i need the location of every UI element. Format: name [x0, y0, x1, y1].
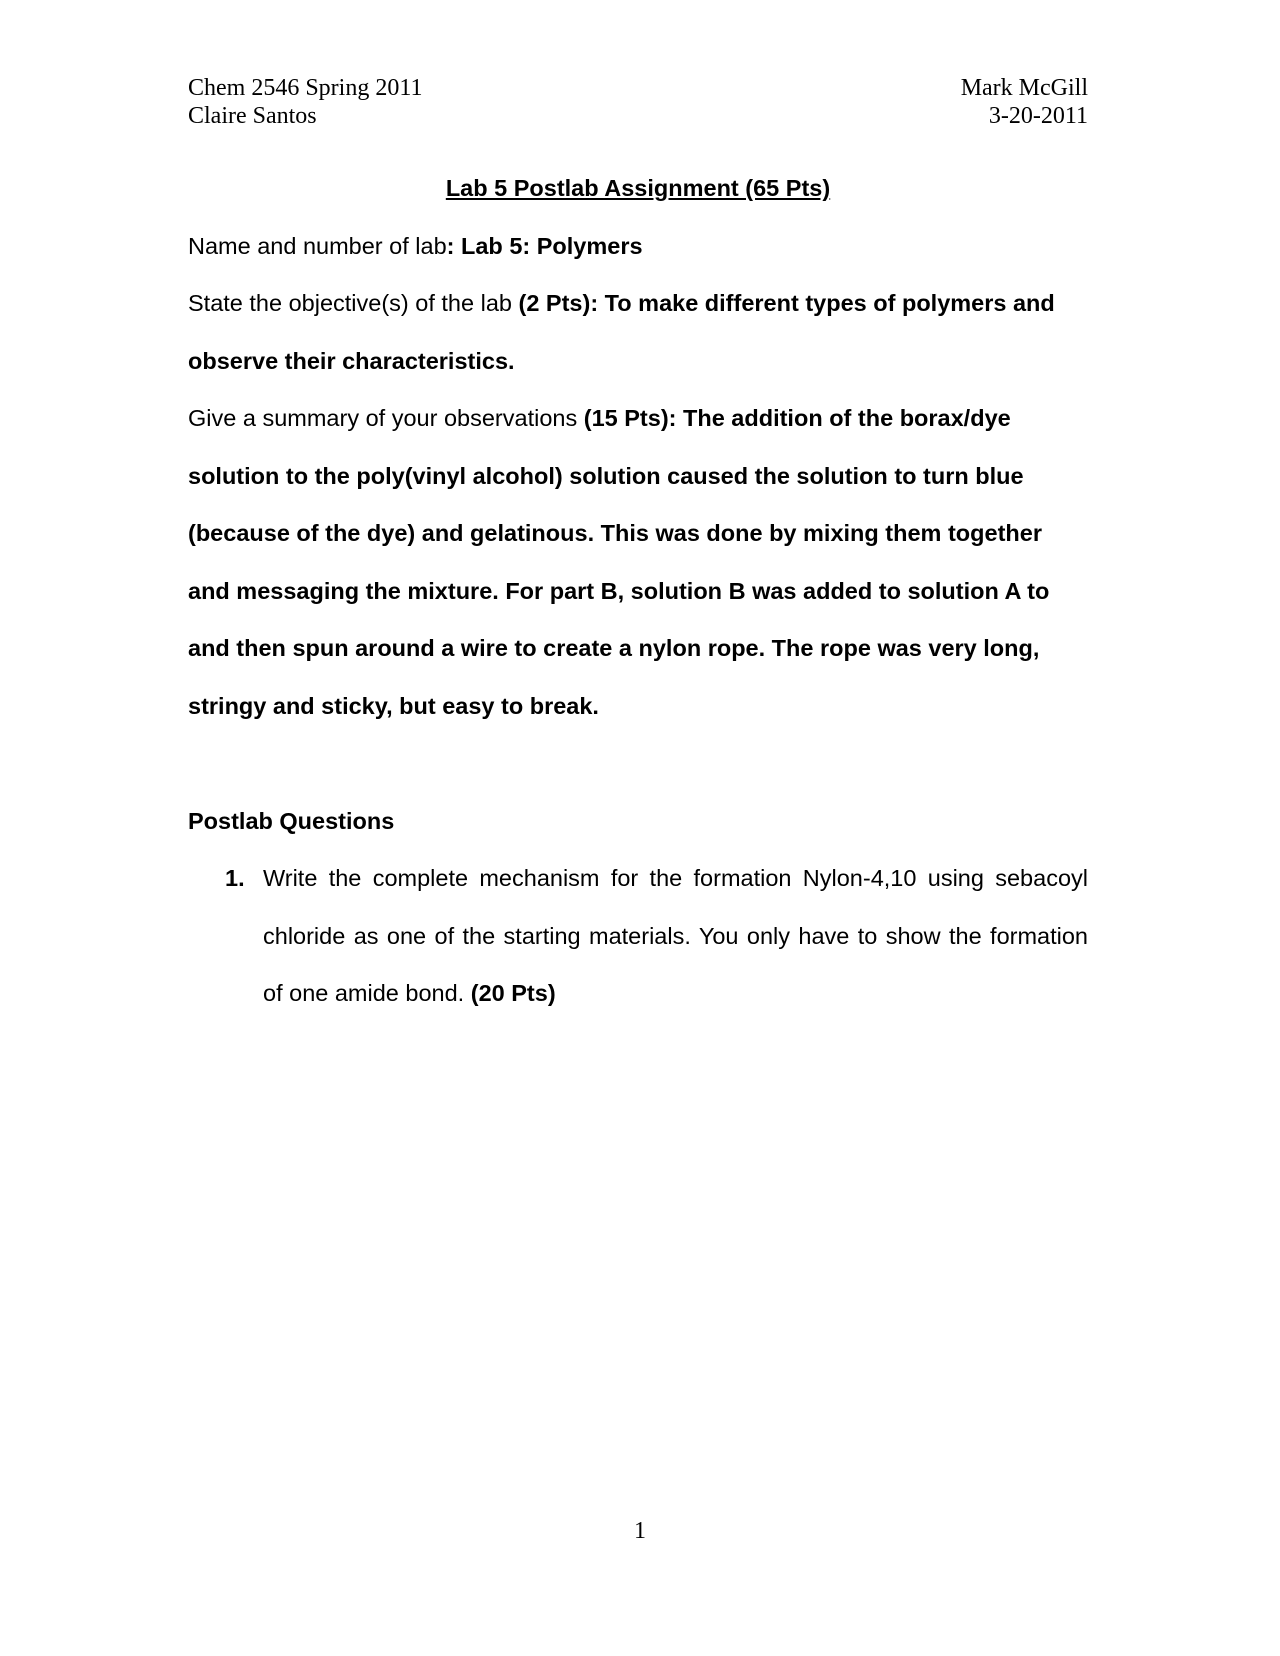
objective-label: State the objective(s) of the lab [188, 290, 519, 316]
blank-line [188, 735, 1088, 793]
course-label: Chem 2546 Spring 2011 [188, 75, 423, 101]
student-name: Claire Santos [188, 103, 317, 129]
objective-paragraph [188, 275, 1088, 390]
page-number: 1 [634, 1518, 646, 1544]
document-body [188, 160, 1088, 1023]
objective-answer: (2 Pts): To make different types of polymers and observe their characteristics. [188, 290, 1055, 374]
summary-label: Give a summary of your observations [188, 405, 584, 431]
header-row-2 [188, 102, 1088, 130]
question-body: Write the complete mechanism for the formation Nylon-4,10 using sebacoyl chloride as one of the starting materials. You only have to show the formation of one amide bond. [263, 865, 1088, 1006]
question-item [225, 850, 1088, 1023]
question-number: 1. [225, 865, 245, 891]
summary-answer: (15 Pts): The addition of the borax/dye solution to the poly(vinyl alcohol) solution caused the solution to turn blue (because of the dye) and gelatinous. This was done by mixing them together and messaging the mixture. For part B, solution B was added to solution A to and then spun around a wire to create a nylon rope. The rope was very long, stringy and sticky, but easy to break. [188, 405, 1050, 719]
document-date: 3-20-2011 [988, 103, 1088, 129]
summary-paragraph [188, 390, 1088, 735]
lab-name-label: Name and number of lab [188, 232, 447, 259]
header-row-1 [188, 74, 1088, 102]
question-text [263, 850, 1088, 1023]
lab-name-value: : Lab 5: Polymers [446, 232, 643, 259]
document-header [188, 74, 1088, 130]
page-title: Lab 5 Postlab Assignment (65 Pts) [445, 175, 831, 201]
question-points: (20 Pts) [470, 980, 556, 1006]
lab-name-line [188, 218, 1088, 276]
postlab-heading: Postlab Questions [188, 807, 395, 834]
instructor-name: Mark McGill [960, 75, 1088, 101]
